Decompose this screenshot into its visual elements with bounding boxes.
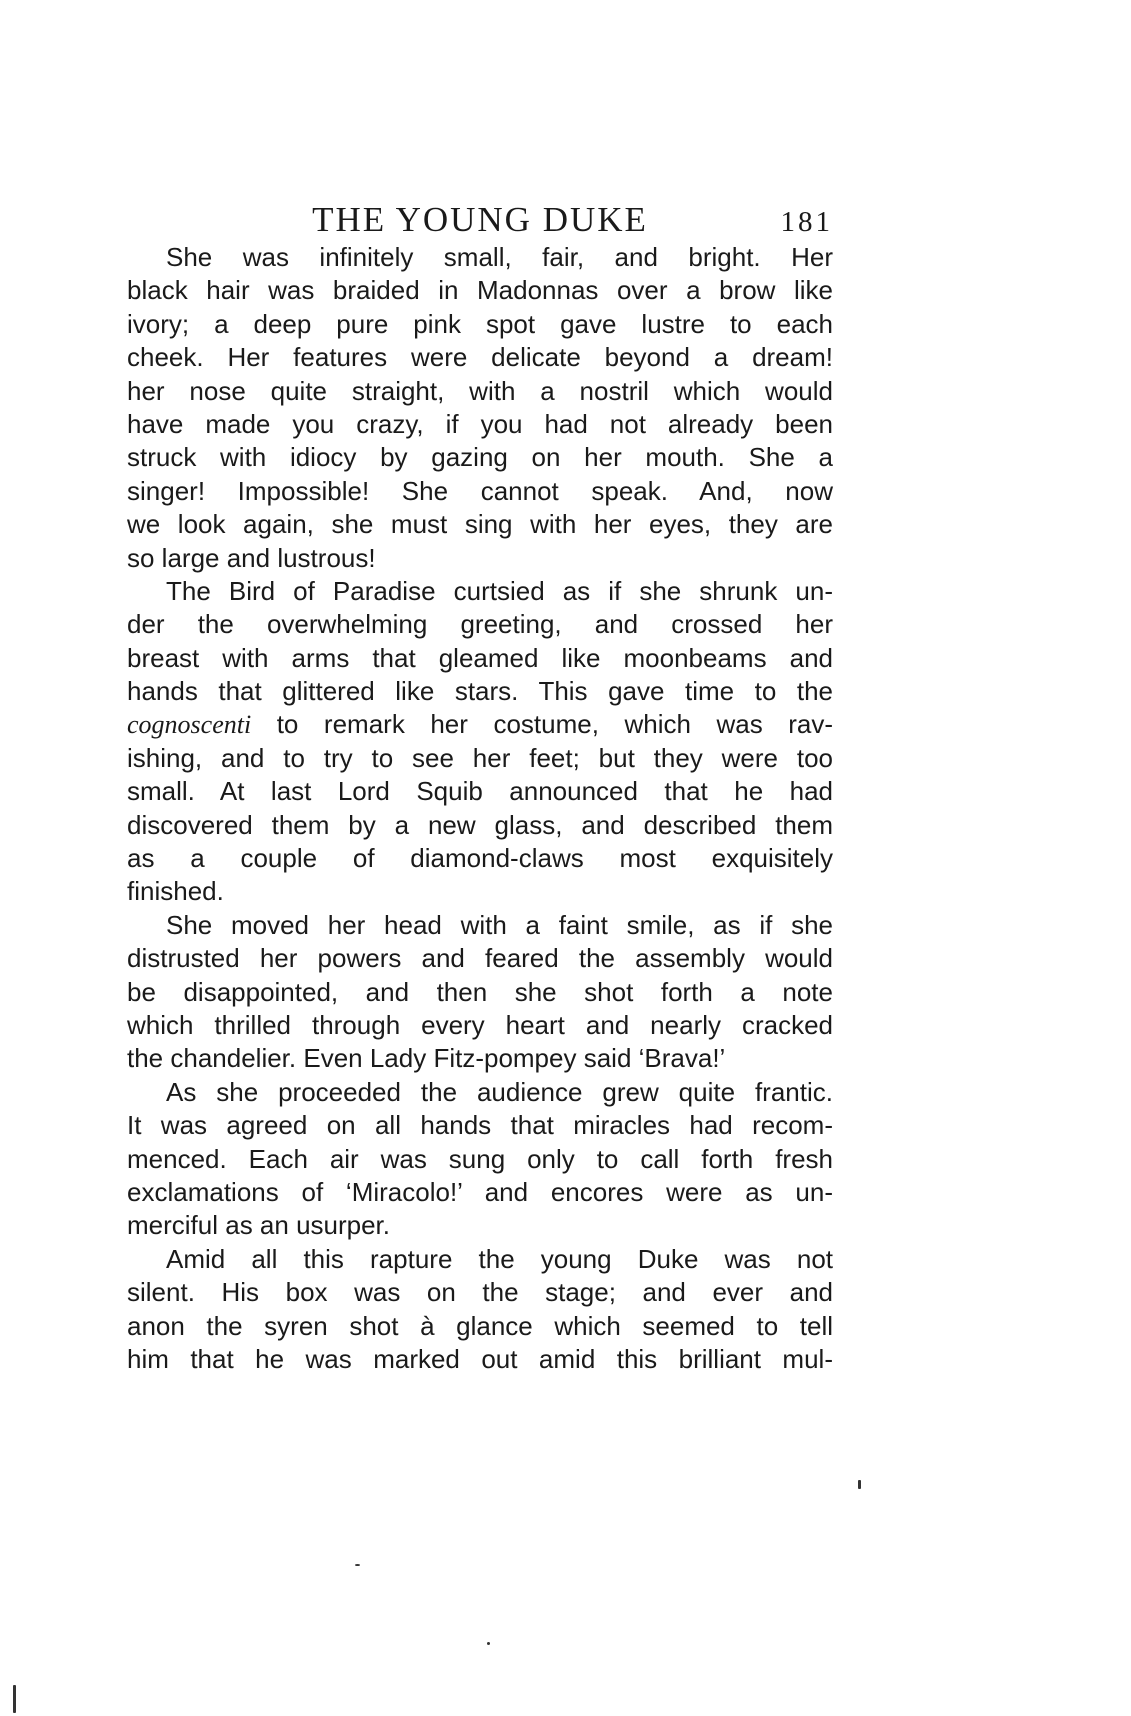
text-line bbox=[127, 375, 833, 408]
text-line bbox=[127, 1310, 833, 1343]
line-text: have made you crazy, if you had not already been bbox=[127, 408, 833, 439]
line-text: so large and lustrous! bbox=[127, 542, 376, 573]
print-speck bbox=[13, 1685, 16, 1713]
line-text: merciful as an usurper. bbox=[127, 1210, 391, 1241]
line-text: hands that glittered like stars. This gave time to the bbox=[127, 676, 833, 707]
line-text: to remark her costume, which was rav- bbox=[251, 709, 833, 740]
line-text: It was agreed on all hands that miracles had recom- bbox=[127, 1110, 833, 1141]
line-text: black hair was braided in Madonnas over a brow like bbox=[127, 275, 833, 306]
running-title: THE YOUNG DUKE bbox=[312, 200, 648, 239]
line-text: discovered them by a new glass, and described them bbox=[127, 809, 833, 840]
text-line bbox=[127, 575, 833, 608]
line-text: She moved her head with a faint smile, as if she bbox=[166, 909, 833, 940]
line-text: struck with idiocy by gazing on her mouth. She a bbox=[127, 442, 833, 473]
line-text: breast with arms that gleamed like moonbeams and bbox=[127, 642, 833, 673]
line-text: ivory; a deep pure pink spot gave lustre to each bbox=[127, 308, 833, 339]
text-line bbox=[127, 1076, 833, 1109]
text-line bbox=[127, 842, 833, 875]
page-number: 181 bbox=[780, 206, 833, 238]
line-text: silent. His box was on the stage; and ever and bbox=[127, 1277, 833, 1308]
text-line bbox=[127, 274, 833, 307]
line-text: She was infinitely small, fair, and bright. Her bbox=[166, 242, 833, 272]
line-text: him that he was marked out amid this brilliant mul- bbox=[127, 1343, 833, 1374]
text-line bbox=[127, 1209, 833, 1242]
print-speck bbox=[487, 1642, 490, 1645]
text-line bbox=[127, 1009, 833, 1042]
text-line bbox=[127, 1109, 833, 1142]
line-text: exclamations of ‘Miracolo!’ and encores were as un- bbox=[127, 1176, 833, 1207]
text-line bbox=[127, 708, 833, 741]
text-line bbox=[127, 942, 833, 975]
running-head bbox=[127, 200, 833, 240]
line-text: Amid all this rapture the young Duke was not bbox=[166, 1243, 833, 1274]
text-line bbox=[127, 675, 833, 708]
text-line bbox=[127, 1042, 833, 1075]
print-speck bbox=[858, 1480, 861, 1489]
print-speck bbox=[355, 1564, 360, 1566]
line-text: anon the syren shot à glance which seemed to tell bbox=[127, 1310, 833, 1341]
text-line bbox=[127, 1143, 833, 1176]
text-line bbox=[127, 608, 833, 641]
body-text bbox=[127, 241, 833, 1376]
text-line bbox=[127, 542, 833, 575]
text-line bbox=[127, 241, 833, 274]
text-line bbox=[127, 1276, 833, 1309]
line-text: ishing, and to try to see her feet; but they were too bbox=[127, 742, 833, 773]
line-text: der the overwhelming greeting, and crossed her bbox=[127, 609, 833, 640]
text-line bbox=[127, 308, 833, 341]
line-text: small. At last Lord Squib announced that he had bbox=[127, 776, 833, 807]
text-line bbox=[127, 341, 833, 374]
text-line bbox=[127, 976, 833, 1009]
line-text: which thrilled through every heart and nearly cracked bbox=[127, 1009, 833, 1040]
line-text: be disappointed, and then she shot forth a note bbox=[127, 976, 833, 1007]
text-line bbox=[127, 1243, 833, 1276]
line-text: singer! Impossible! She cannot speak. And, now bbox=[127, 475, 833, 506]
line-text: finished. bbox=[127, 876, 224, 907]
text-line bbox=[127, 1176, 833, 1209]
text-line bbox=[127, 1343, 833, 1376]
italic-term: cognoscenti bbox=[127, 710, 252, 740]
line-text: distrusted her powers and feared the assembly would bbox=[127, 943, 833, 974]
text-line bbox=[127, 809, 833, 842]
text-line bbox=[127, 875, 833, 908]
text-line bbox=[127, 475, 833, 508]
text-line bbox=[127, 508, 833, 541]
text-line bbox=[127, 441, 833, 474]
line-text: as a couple of diamond-claws most exquisitely bbox=[127, 843, 833, 874]
text-line bbox=[127, 775, 833, 808]
text-line bbox=[127, 642, 833, 675]
line-text: we look again, she must sing with her eyes, they are bbox=[127, 509, 833, 540]
text-line bbox=[127, 909, 833, 942]
line-text: menced. Each air was sung only to call forth fresh bbox=[127, 1143, 833, 1174]
line-text: the chandelier. Even Lady Fitz-pompey said ‘Brava!’ bbox=[127, 1043, 726, 1074]
line-text: As she proceeded the audience grew quite frantic. bbox=[166, 1076, 833, 1107]
text-line bbox=[127, 408, 833, 441]
text-line bbox=[127, 742, 833, 775]
line-text: cheek. Her features were delicate beyond a dream! bbox=[127, 342, 833, 373]
line-text: her nose quite straight, with a nostril which would bbox=[127, 375, 833, 406]
line-text: The Bird of Paradise curtsied as if she shrunk un- bbox=[166, 575, 833, 606]
